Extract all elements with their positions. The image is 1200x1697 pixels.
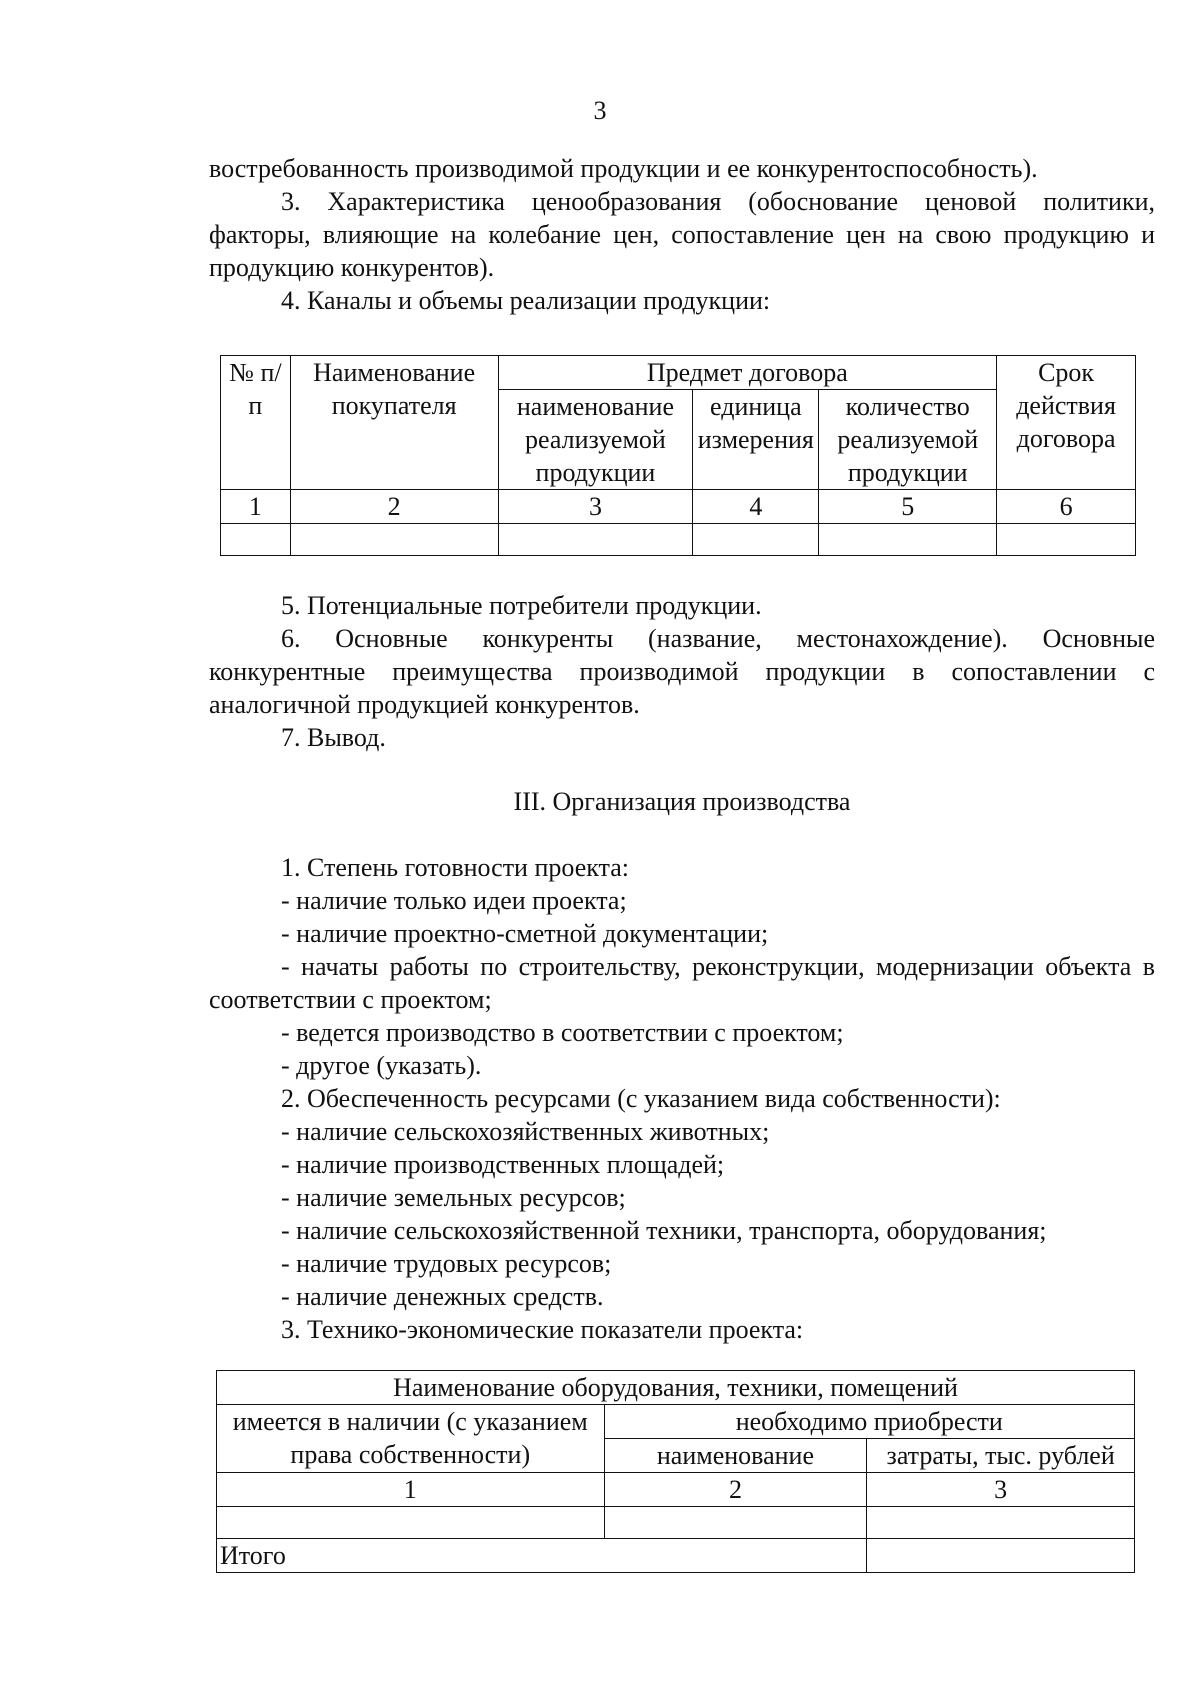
col-name-header: наименование	[604, 1439, 867, 1473]
list-indicators-title: 3. Технико-экономические показатели проекта:	[281, 1315, 804, 1344]
col-cost-header: затраты, тыс. рублей	[867, 1439, 1135, 1473]
col-term-header: Срок действия договора	[997, 356, 1136, 490]
col-product-header: наименование реализуемой продукции	[498, 390, 693, 490]
table-row	[221, 524, 1136, 556]
empty-cell	[290, 524, 498, 556]
list-item: - другое (указать).	[281, 1051, 482, 1080]
section-heading: III. Организация производства	[513, 787, 851, 816]
empty-cell	[693, 524, 819, 556]
col-number-header: № п/п	[221, 356, 291, 490]
paragraph-competitors: 6. Основные конкуренты (название, местонахождение). Основные конкурентные преимущества производимой продукции в сопоставлении с аналогичной продукцией конкурентов.	[209, 624, 1155, 719]
col-subject-header: Предмет договора	[498, 356, 997, 390]
column-number: 4	[693, 490, 819, 524]
empty-cell	[867, 1539, 1135, 1573]
col-buyer-header: Наименование покупателя	[290, 356, 498, 490]
col-need-header: необходимо приобрести	[604, 1405, 1134, 1439]
empty-cell	[997, 524, 1136, 556]
list-item: - наличие трудовых ресурсов;	[281, 1249, 612, 1278]
column-number: 1	[221, 490, 291, 524]
paragraph-channels: 4. Каналы и объемы реализации продукции:	[281, 286, 771, 315]
list-item: - наличие сельскохозяйственных животных;	[281, 1117, 770, 1146]
paragraph-pricing: 3. Характеристика ценообразования (обоснование ценовой политики, факторы, влияющие на колебание цен, сопоставление цен на свою продукцию и продукцию конкурентов).	[209, 187, 1155, 282]
list-item: - наличие сельскохозяйственной техники, транспорта, оборудования;	[281, 1216, 1047, 1245]
list-resources-title: 2. Обеспеченность ресурсами (с указанием вида собственности):	[281, 1084, 1001, 1113]
empty-cell	[819, 524, 997, 556]
empty-cell	[498, 524, 693, 556]
paragraph-conclusion: 7. Вывод.	[281, 723, 386, 752]
table-row	[217, 1507, 1135, 1539]
column-number: 2	[604, 1473, 867, 1507]
empty-cell	[217, 1507, 605, 1539]
col-quantity-header: количество реализуемой продукции	[819, 390, 997, 490]
table-row	[217, 1473, 1135, 1507]
list-item: - ведется производство в соответствии с проектом;	[281, 1018, 844, 1047]
empty-cell	[221, 524, 291, 556]
total-label: Итого	[217, 1539, 867, 1573]
column-number: 5	[819, 490, 997, 524]
paragraph-continuation: востребованность производимой продукции и ее конкурентоспособность).	[209, 154, 1038, 183]
total-row	[217, 1539, 1135, 1573]
list-item: - наличие земельных ресурсов;	[281, 1183, 626, 1212]
column-number: 3	[867, 1473, 1135, 1507]
list-item: - начаты работы по строительству, реконструкции, модернизации объекта в соответствии с проектом;	[209, 952, 1155, 1014]
equipment-table	[216, 1370, 1135, 1573]
table-row	[221, 490, 1136, 524]
list-item: - наличие проектно-сметной документации;	[281, 919, 769, 948]
column-number: 3	[498, 490, 693, 524]
page-number: 3	[593, 96, 607, 125]
column-number: 2	[290, 490, 498, 524]
list-readiness-title: 1. Степень готовности проекта:	[281, 853, 629, 882]
list-item: - наличие денежных средств.	[281, 1282, 604, 1311]
list-item: - наличие только идеи проекта;	[281, 886, 627, 915]
paragraph-consumers: 5. Потенциальные потребители продукции.	[281, 591, 762, 620]
column-number: 1	[217, 1473, 605, 1507]
empty-cell	[604, 1507, 867, 1539]
column-number: 6	[997, 490, 1136, 524]
sales-channels-table	[220, 355, 1136, 556]
table-header: Наименование оборудования, техники, помещений	[217, 1371, 1135, 1405]
empty-cell	[867, 1507, 1135, 1539]
list-item: - наличие производственных площадей;	[281, 1150, 725, 1179]
col-have-header: имеется в наличии (с указанием права собственности)	[217, 1405, 605, 1473]
col-unit-header: единица измерения	[693, 390, 819, 490]
